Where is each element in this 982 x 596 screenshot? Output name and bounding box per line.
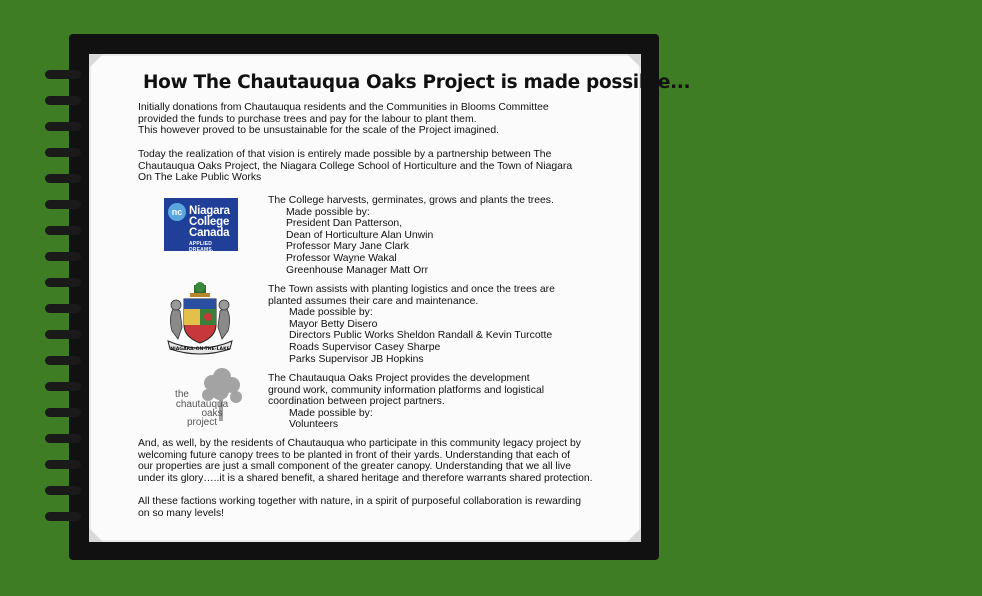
logo-text: Canada bbox=[189, 227, 230, 239]
contributor-item: Parks Supervisor JB Hopkins bbox=[289, 353, 424, 365]
made-possible-label: Made possible by: bbox=[289, 307, 373, 319]
chautauqua-oaks-project-logo bbox=[164, 365, 250, 427]
text-line: our properties are just a small component of the greater canopy. Understanding that we all live bbox=[138, 461, 571, 473]
binder-ring bbox=[45, 122, 81, 131]
text-line: This however proved to be unsustainable for the scale of the Project imagined. bbox=[138, 125, 499, 137]
text-line: All these factions working together with nature, in a spirit of purposeful collaboration is rewarding bbox=[138, 496, 581, 507]
binder-ring bbox=[45, 278, 81, 287]
binder-ring bbox=[45, 252, 81, 261]
text-line: Initially donations from Chautauqua residents and the Communities in Blooms Committee bbox=[138, 102, 549, 113]
intro-paragraph bbox=[138, 102, 549, 137]
text-line: provided the funds to purchase trees and pay for the labour to plant them. bbox=[138, 113, 477, 125]
binder-ring bbox=[45, 408, 81, 417]
section-description: The Town assists with planting logistics and once the trees are bbox=[268, 284, 555, 295]
logo-tagline: APPLIED DREAMS. bbox=[189, 241, 214, 253]
text-line: welcoming future canopy trees to be planted in front of their yards. Understanding that each of bbox=[138, 449, 571, 461]
section-description: The College harvests, germinates, grows and plants the trees. bbox=[268, 195, 554, 206]
project-section bbox=[268, 373, 544, 431]
contributor-item: Roads Supervisor Casey Sharpe bbox=[289, 341, 441, 353]
contributor-item: Mayor Betty Disero bbox=[289, 318, 378, 330]
binder-ring bbox=[45, 460, 81, 469]
binder-ring bbox=[45, 486, 81, 495]
contributor-item: Greenhouse Manager Matt Orr bbox=[286, 264, 429, 276]
binder-ring bbox=[45, 382, 81, 391]
town-coat-of-arms bbox=[164, 281, 236, 357]
text-line: under its glory…..it is a shared benefit, a shared heritage and therefore warrants shared protection. bbox=[138, 472, 593, 484]
binder-ring bbox=[45, 200, 81, 209]
binder-ring bbox=[45, 330, 81, 339]
contributor-item: Professor Mary Jane Clark bbox=[286, 241, 409, 253]
logo-text: chautauqua bbox=[175, 399, 229, 410]
nc-badge-icon: nc bbox=[168, 203, 186, 221]
binder-ring bbox=[45, 174, 81, 183]
contributor-item: President Dan Patterson, bbox=[286, 218, 403, 230]
logo-text: the bbox=[175, 389, 189, 400]
binder-ring bbox=[45, 356, 81, 365]
binder-ring bbox=[45, 96, 81, 105]
contributor-item: Directors Public Works Sheldon Randall & Kevin Turcotte bbox=[289, 330, 553, 342]
niagara-college-logo bbox=[164, 198, 238, 251]
made-possible-label: Made possible by: bbox=[289, 407, 373, 419]
binder-ring bbox=[45, 434, 81, 443]
section-description: coordination between project partners. bbox=[268, 396, 445, 408]
binder-ring bbox=[45, 512, 81, 521]
text-line: On The Lake Public Works bbox=[138, 172, 262, 184]
logo-text: project bbox=[186, 417, 218, 427]
binder-ring bbox=[45, 226, 81, 235]
page-title: How The Chautauqua Oaks Project is made possible... bbox=[143, 72, 691, 93]
town-section bbox=[268, 284, 555, 365]
binder-ring bbox=[45, 70, 81, 79]
contributor-item: Volunteers bbox=[289, 419, 339, 431]
logo-text: oaks bbox=[201, 408, 223, 419]
closing-paragraph bbox=[138, 496, 581, 519]
contributor-item: Dean of Horticulture Alan Unwin bbox=[286, 229, 434, 241]
binder-ring bbox=[45, 304, 81, 313]
text-line: Today the realization of that vision is entirely made possible by a partnership between The bbox=[138, 149, 552, 160]
section-description: planted assumes their care and maintenance. bbox=[268, 295, 479, 307]
text-line: Chautauqua Oaks Project, the Niagara College School of Horticulture and the Town of Niagara bbox=[138, 160, 573, 172]
made-possible-label: Made possible by: bbox=[286, 206, 370, 218]
text-line: And, as well, by the residents of Chautauqua who participate in this community legacy project by bbox=[138, 438, 581, 449]
text-line: on so many levels! bbox=[138, 507, 225, 519]
town-motto: NIAGARA-ON-THE-LAKE bbox=[170, 347, 230, 352]
binder-ring bbox=[45, 148, 81, 157]
contributor-item: Professor Wayne Wakal bbox=[286, 252, 397, 264]
logo-text: College bbox=[189, 216, 230, 228]
section-description: ground work, community information platforms and logistical bbox=[268, 384, 545, 396]
college-section bbox=[268, 195, 554, 276]
residents-paragraph bbox=[138, 438, 593, 484]
partnership-paragraph bbox=[138, 149, 572, 184]
section-description: The Chautauqua Oaks Project provides the development bbox=[268, 373, 530, 384]
logo-text: Niagara bbox=[189, 205, 230, 217]
